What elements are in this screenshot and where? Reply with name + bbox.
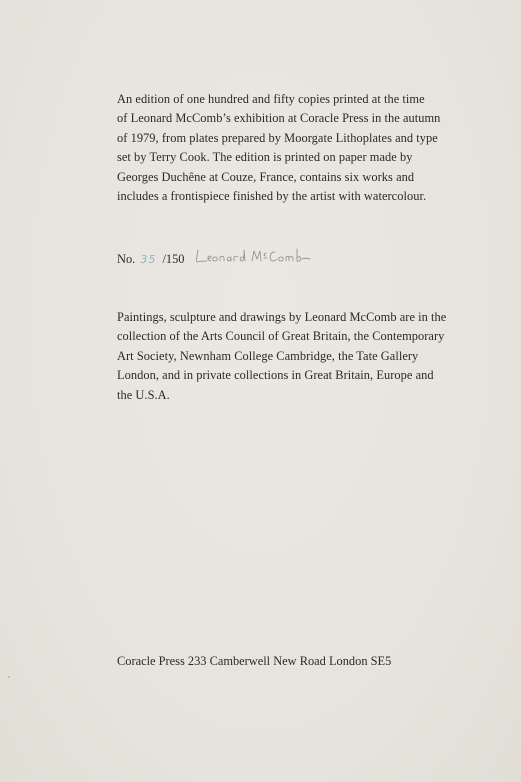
copy-number: 35 [140,253,157,266]
edition-statement [117,90,457,206]
edition-numbering [117,246,312,272]
collections-line: Art Society, Newnham College Cambridge, the Tate Gallery [117,348,419,363]
edition-line: of 1979, from plates prepared by Moorgate Lithoplates and type [117,130,438,145]
collections-line: collection of the Arts Council of Great Britain, the Contemporary [117,329,445,344]
edition-line: An edition of one hundred and fifty copies printed at the time [117,92,425,106]
paper-speck [8,676,10,678]
artist-signature [194,246,312,272]
number-prefix: No. [117,252,136,266]
edition-total: /150 [162,252,185,266]
edition-line: of Leonard McComb’s exhibition at Coracle Press in the autumn [117,111,441,126]
signature-text: Leonard McComb [193,246,201,247]
publisher-imprint: Coracle Press 233 Camberwell New Road London SE5 [117,654,392,668]
signature-graphic [194,246,312,266]
collections-line: Paintings, sculpture and drawings by Leonard McComb are in the [117,310,447,324]
collections-line: London, and in private collections in Great Britain, Europe and [117,368,434,383]
collections-line: the U.S.A. [117,387,170,402]
edition-line: includes a frontispiece finished by the artist with watercolour. [117,189,427,204]
edition-line: Georges Duchêne at Couze, France, contains six works and [117,169,415,184]
edition-line: set by Terry Cook. The edition is printed on paper made by [117,150,413,165]
collections-statement [117,308,457,405]
